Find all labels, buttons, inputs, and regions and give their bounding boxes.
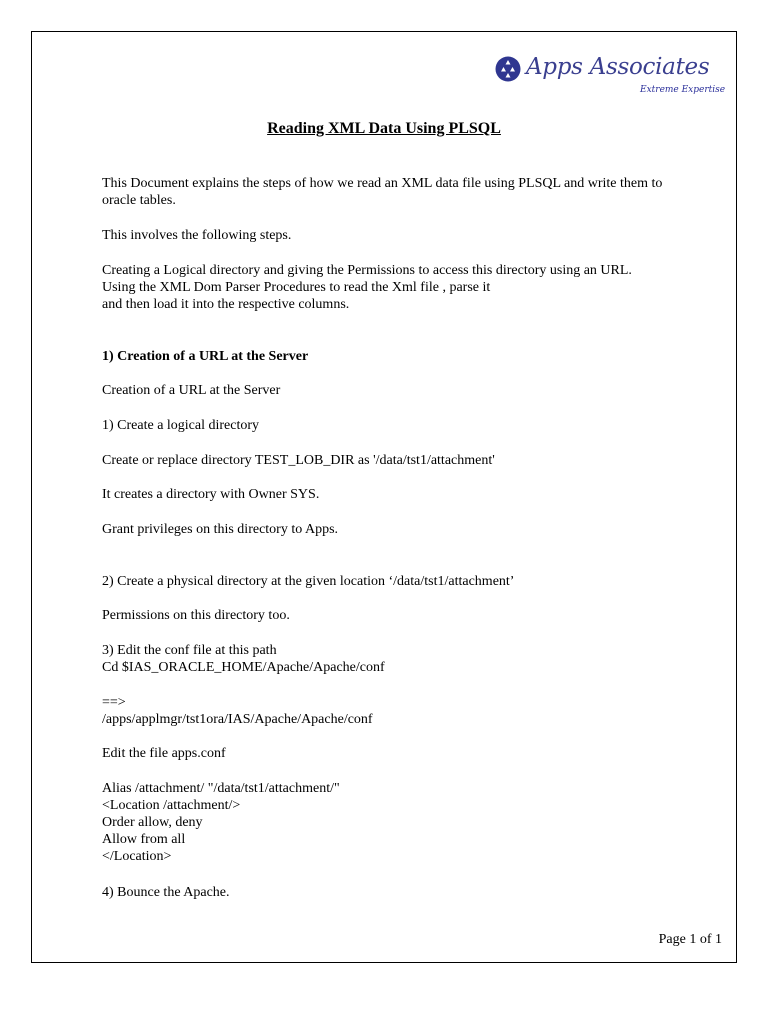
- section-subheading: Creation of a URL at the Server: [102, 383, 281, 398]
- permissions-note: Permissions on this directory too.: [102, 608, 290, 623]
- owner-note: It creates a directory with Owner SYS.: [102, 487, 320, 502]
- arrow-path: ==> /apps/applmgr/tst1ora/IAS/Apache/Apache/conf: [102, 695, 373, 727]
- conf-block: [102, 780, 722, 865]
- company-tagline: Extreme Expertise: [640, 85, 726, 95]
- company-name: Apps Associates: [526, 54, 710, 80]
- steps-intro: This involves the following steps.: [102, 228, 292, 243]
- apps-associates-logo-icon: [495, 56, 521, 82]
- conf-line: Order allow, deny: [102, 815, 203, 830]
- edit-file-note: Edit the file apps.conf: [102, 746, 226, 761]
- conf-line: Allow from all: [102, 832, 186, 847]
- intro-paragraph: This Document explains the steps of how we read an XML data file using PLSQL and write them to oracle tables.: [102, 176, 663, 208]
- step-2: 2) Create a physical directory at the given location ‘/data/tst1/attachment’: [102, 574, 515, 589]
- step-1: 1) Create a logical directory: [102, 418, 260, 433]
- conf-line: <Location /attachment/>: [102, 798, 241, 813]
- section-heading: 1) Creation of a URL at the Server: [102, 349, 309, 364]
- conf-line: Alias /attachment/ "/data/tst1/attachment/": [102, 781, 340, 796]
- step-3: 3) Edit the conf file at this path Cd $IAS_ORACLE_HOME/Apache/Apache/conf: [102, 643, 385, 675]
- grant-note: Grant privileges on this directory to Apps.: [102, 522, 339, 537]
- company-logo: [495, 54, 725, 104]
- page-number: Page 1 of 1: [658, 932, 722, 947]
- conf-line: </Location>: [102, 849, 172, 864]
- step-4: 4) Bounce the Apache.: [102, 885, 230, 900]
- document-title: Reading XML Data Using PLSQL: [267, 120, 501, 137]
- steps-summary: Creating a Logical directory and giving the Permissions to access this directory using an URL. Using the XML Dom Parser Procedures to read the Xml file , parse it and then load it into the respective columns.: [102, 263, 632, 312]
- create-directory-statement: Create or replace directory TEST_LOB_DIR as '/data/tst1/attachment': [102, 453, 495, 468]
